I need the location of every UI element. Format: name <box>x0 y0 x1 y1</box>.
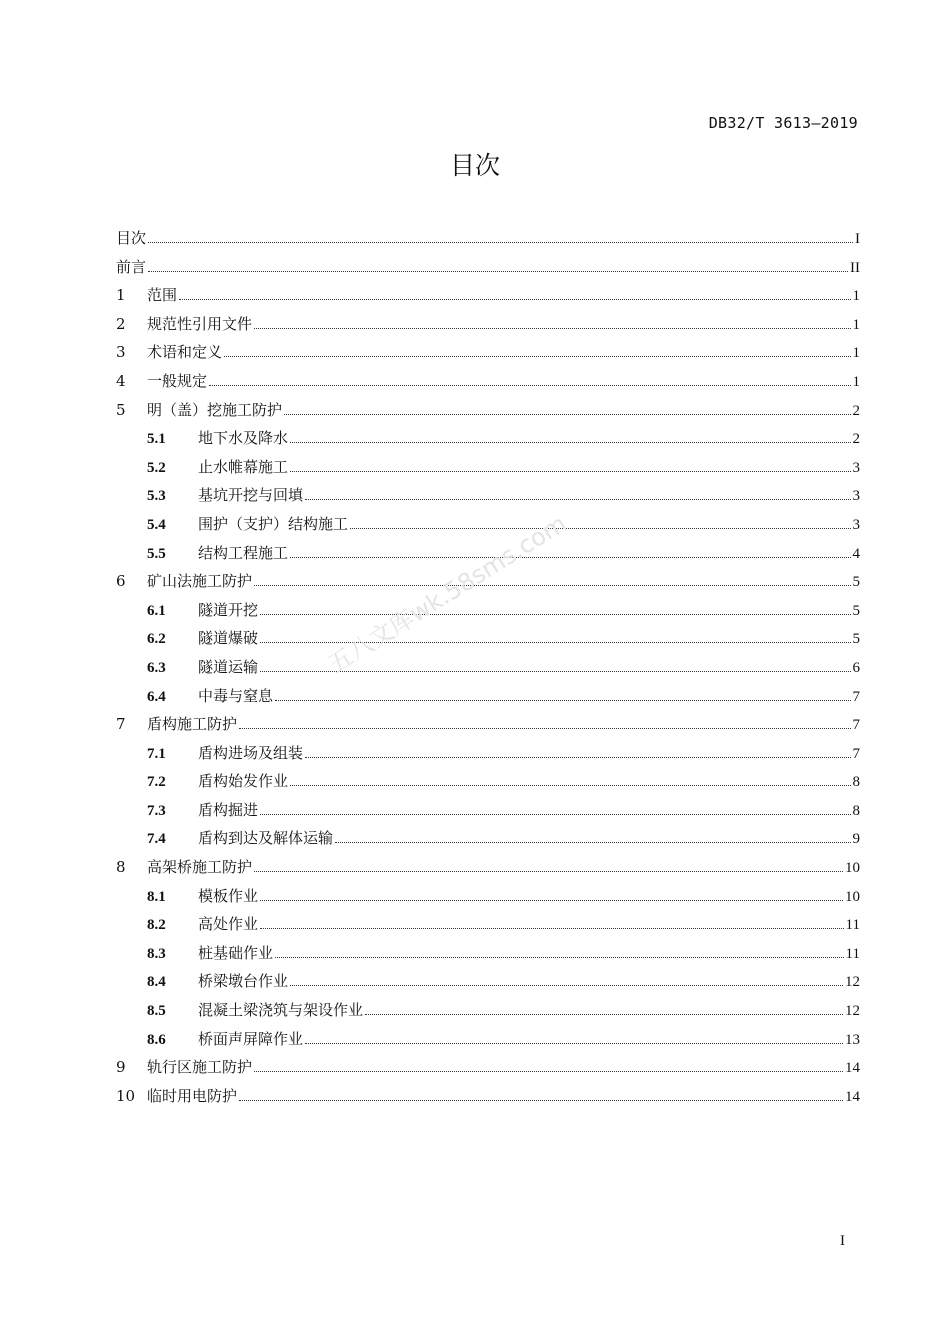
toc-entry-label: 桥梁墩台作业 <box>198 972 289 991</box>
toc-entry-number: 8.3 <box>147 945 166 962</box>
toc-leader-dots <box>260 928 844 929</box>
toc-entry-number: 6 <box>116 572 126 591</box>
toc-entry-number: 7 <box>116 715 126 734</box>
toc-leader-dots <box>275 700 850 701</box>
toc-entry-page: 1 <box>852 316 860 333</box>
toc-entry-label: 隧道开挖 <box>198 600 259 619</box>
watermark: 五八文库wk.58sms.com <box>323 509 572 679</box>
toc-entry[interactable] <box>116 685 860 714</box>
toc-entry-number: 4 <box>116 371 126 390</box>
toc-entry-label: 隧道运输 <box>198 657 259 676</box>
toc-leader-dots <box>305 1043 843 1044</box>
toc-entry-number: 6.1 <box>147 602 166 619</box>
toc-entry-label: 高处作业 <box>198 915 259 934</box>
toc-leader-dots <box>254 871 843 872</box>
toc-leader-dots <box>290 985 843 986</box>
toc-entry[interactable] <box>116 1056 860 1085</box>
toc-entry[interactable] <box>116 742 860 771</box>
toc-entry-page: 5 <box>852 631 860 648</box>
toc-leader-dots <box>290 557 850 558</box>
toc-entry-page: 7 <box>852 745 860 762</box>
toc-entry-label: 止水帷幕施工 <box>198 457 289 476</box>
toc-entry-number: 7.4 <box>147 831 166 848</box>
toc-entry[interactable] <box>116 256 860 285</box>
toc-entry-page: 4 <box>852 545 860 562</box>
toc-leader-dots <box>275 957 844 958</box>
page-title: 目次 <box>449 151 500 180</box>
toc-entry-label: 盾构始发作业 <box>198 772 289 791</box>
toc-leader-dots <box>254 585 850 586</box>
toc-entry-page: 7 <box>852 688 860 705</box>
toc-entry[interactable] <box>116 942 860 971</box>
toc-entry-page: 10 <box>845 860 860 877</box>
toc-entry[interactable] <box>116 341 860 370</box>
toc-entry-number: 6.2 <box>147 631 166 648</box>
toc-entry[interactable] <box>116 1085 860 1114</box>
toc-entry[interactable] <box>116 513 860 542</box>
toc-entry[interactable] <box>116 427 860 456</box>
toc-entry-page: II <box>850 259 860 276</box>
toc-leader-dots <box>305 757 850 758</box>
toc-entry-label: 桩基础作业 <box>198 943 274 962</box>
toc-entry-label: 高架桥施工防护 <box>147 858 253 877</box>
toc-entry[interactable] <box>116 827 860 856</box>
toc-entry-label: 临时用电防护 <box>147 1086 238 1105</box>
toc-leader-dots <box>305 499 850 500</box>
toc-entry-number: 6.4 <box>147 688 166 705</box>
toc-entry[interactable] <box>116 970 860 999</box>
toc-entry[interactable] <box>116 799 860 828</box>
toc-entry-page: 3 <box>852 516 860 533</box>
toc-entry-label: 围护（支护）结构施工 <box>198 514 349 533</box>
toc-entry-label: 中毒与窒息 <box>198 686 274 705</box>
toc-entry[interactable] <box>116 913 860 942</box>
toc-entry-number: 8.1 <box>147 888 166 905</box>
toc-leader-dots <box>179 299 850 300</box>
toc-entry-number: 5.5 <box>147 545 166 562</box>
toc-entry-page: 1 <box>852 373 860 390</box>
toc-entry-label: 盾构进场及组装 <box>198 743 304 762</box>
toc-entry[interactable] <box>116 713 860 742</box>
toc-entry-page: 11 <box>845 917 860 934</box>
toc-entry-number: 9 <box>116 1058 126 1077</box>
toc-entry-number: 7.2 <box>147 774 166 791</box>
toc-entry-page: 12 <box>845 974 860 991</box>
document-code: DB32/T 3613—2019 <box>708 114 858 132</box>
toc-entry-label: 前言 <box>116 257 147 276</box>
toc-entry-label: 盾构施工防护 <box>147 715 238 734</box>
toc-entry[interactable] <box>116 370 860 399</box>
toc-entry-page: 5 <box>852 574 860 591</box>
toc-entry-label: 结构工程施工 <box>198 543 289 562</box>
toc-entry-number: 5.3 <box>147 488 166 505</box>
toc-entry-label: 盾构到达及解体运输 <box>198 829 334 848</box>
toc-leader-dots <box>260 671 850 672</box>
toc-entry-number: 5.2 <box>147 459 166 476</box>
toc-entry[interactable] <box>116 284 860 313</box>
toc-entry-page: 1 <box>852 345 860 362</box>
toc-leader-dots <box>224 356 850 357</box>
toc-entry-number: 8.4 <box>147 974 166 991</box>
toc-entry-number: 6.3 <box>147 659 166 676</box>
toc-entry-number: 8.5 <box>147 1003 166 1020</box>
toc-entry-page: 12 <box>845 1003 860 1020</box>
toc-leader-dots <box>239 728 850 729</box>
toc-entry-label: 地下水及降水 <box>198 429 289 448</box>
toc-entry-page: 3 <box>852 459 860 476</box>
toc-entry-number: 8 <box>116 858 126 877</box>
toc-leader-dots <box>148 271 848 272</box>
toc-leader-dots <box>254 1071 843 1072</box>
toc-leader-dots <box>254 328 850 329</box>
toc-entry-label: 轨行区施工防护 <box>147 1058 253 1077</box>
toc-entry-label: 目次 <box>116 229 147 247</box>
toc-entry-label: 隧道爆破 <box>198 629 259 648</box>
toc-entry-label: 盾构掘进 <box>198 800 259 819</box>
toc-entry[interactable] <box>116 399 860 428</box>
toc-entry[interactable] <box>116 1028 860 1057</box>
toc-entry-label: 桥面声屏障作业 <box>198 1029 304 1048</box>
toc-entry-number: 2 <box>116 314 126 333</box>
toc-leader-dots <box>260 900 843 901</box>
toc-entry-page: 14 <box>845 1060 860 1077</box>
toc-entry-page: 8 <box>852 774 860 791</box>
toc-entry-label: 基坑开挖与回填 <box>198 486 304 505</box>
toc-leader-dots <box>260 642 850 643</box>
toc-leader-dots <box>350 528 850 529</box>
toc-entry-label: 模板作业 <box>198 886 259 905</box>
toc-entry[interactable] <box>116 570 860 599</box>
toc-entry-page: 14 <box>845 1088 860 1105</box>
toc-entry-page: 2 <box>852 402 860 419</box>
toc-entry-page: 13 <box>845 1031 860 1048</box>
toc-entry-page: 2 <box>852 431 860 448</box>
toc-leader-dots <box>290 442 850 443</box>
toc-entry-label: 范围 <box>147 286 178 305</box>
toc-entry-page: 11 <box>845 945 860 962</box>
toc-entry-number: 5.4 <box>147 516 166 533</box>
toc-leader-dots <box>148 242 853 243</box>
toc-leader-dots <box>290 471 850 472</box>
toc-entry-number: 3 <box>116 343 126 362</box>
toc-entry[interactable] <box>116 313 860 342</box>
toc-entry-label: 明（盖）挖施工防护 <box>147 400 283 419</box>
toc-entry[interactable] <box>116 542 860 571</box>
toc-entry[interactable] <box>116 856 860 885</box>
toc-entry-label: 混凝土梁浇筑与架设作业 <box>198 1001 364 1020</box>
toc-entry-number: 7.3 <box>147 802 166 819</box>
toc-entry-page: 7 <box>852 717 860 734</box>
toc-entry[interactable] <box>116 885 860 914</box>
toc-leader-dots <box>284 414 850 415</box>
toc-entry-page: 8 <box>852 802 860 819</box>
toc-entry[interactable] <box>116 999 860 1028</box>
toc-entry-label: 术语和定义 <box>147 343 223 362</box>
toc-entry-page: I <box>855 231 860 247</box>
toc-entry-number: 1 <box>116 286 126 305</box>
toc-entry-label: 矿山法施工防护 <box>147 572 253 591</box>
toc-leader-dots <box>260 614 850 615</box>
toc-entry-number: 10 <box>116 1086 136 1105</box>
table-of-contents <box>116 227 860 1113</box>
toc-entry[interactable] <box>116 227 860 256</box>
footer-page-number: I <box>840 1233 845 1249</box>
toc-entry[interactable] <box>116 656 860 685</box>
toc-entry-label: 一般规定 <box>147 371 208 390</box>
toc-entry-label: 规范性引用文件 <box>147 314 253 333</box>
toc-leader-dots <box>290 785 850 786</box>
toc-leader-dots <box>335 842 850 843</box>
toc-entry-number: 8.6 <box>147 1031 166 1048</box>
toc-entry-page: 10 <box>845 888 860 905</box>
toc-entry-page: 6 <box>852 659 860 676</box>
toc-entry-number: 7.1 <box>147 745 166 762</box>
toc-entry[interactable] <box>116 770 860 799</box>
toc-leader-dots <box>239 1100 843 1101</box>
toc-entry[interactable] <box>116 599 860 628</box>
toc-entry-page: 9 <box>852 831 860 848</box>
toc-entry-number: 8.2 <box>147 917 166 934</box>
toc-entry-number: 5.1 <box>147 431 166 448</box>
toc-entry[interactable] <box>116 484 860 513</box>
toc-entry-number: 5 <box>116 400 126 419</box>
toc-entry[interactable] <box>116 627 860 656</box>
toc-leader-dots <box>365 1014 843 1015</box>
toc-entry-page: 5 <box>852 602 860 619</box>
toc-entry-page: 3 <box>852 488 860 505</box>
toc-leader-dots <box>209 385 850 386</box>
toc-entry[interactable] <box>116 456 860 485</box>
toc-leader-dots <box>260 814 850 815</box>
toc-entry-page: 1 <box>852 288 860 305</box>
